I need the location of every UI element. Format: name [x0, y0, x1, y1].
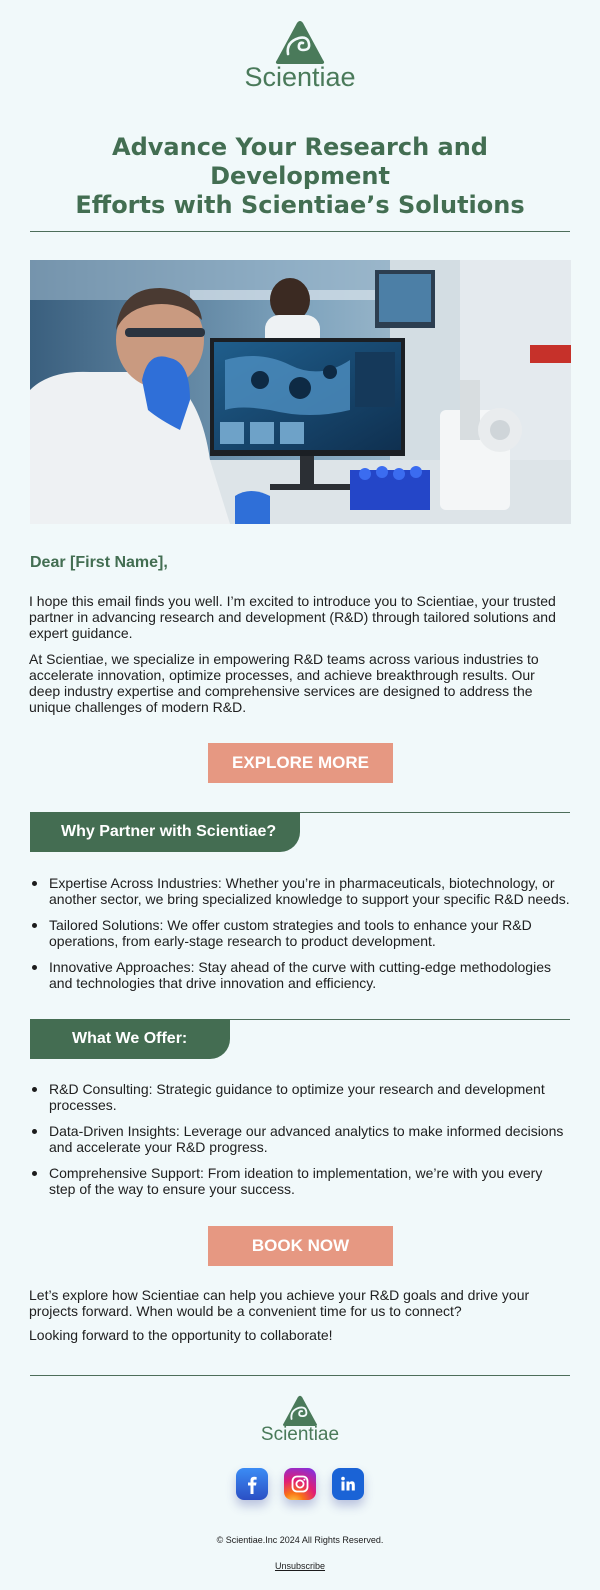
hero-image [30, 260, 571, 524]
logo-mountain-icon [278, 1395, 322, 1426]
text-line: Tailored Solutions: We offer custom strategies and tools to enhance your R&D [49, 917, 532, 933]
list-item [49, 1081, 574, 1113]
logo-mountain-icon [269, 20, 331, 64]
social-links [0, 1468, 600, 1500]
text-line: Looking forward to the opportunity to collaborate! [29, 1327, 333, 1343]
text-line: accelerate innovation, optimize processes, and achieve breakthrough results. Our [29, 667, 535, 683]
header-logo[interactable] [0, 20, 600, 93]
facebook-icon[interactable] [236, 1468, 268, 1500]
text-line: R&D Consulting: Strategic guidance to optimize your research and development [49, 1081, 545, 1097]
why-partner-heading: Why Partner with Scientiae? [30, 812, 300, 852]
text-line: Data-Driven Insights: Leverage our advanced analytics to make informed decisions [49, 1123, 564, 1139]
closing-paragraph [29, 1327, 574, 1343]
what-we-offer-heading: What We Offer: [30, 1019, 230, 1059]
instagram-glyph [290, 1474, 310, 1494]
list-item [49, 959, 574, 991]
text-line: partner in advancing research and development (R&D) through tailored solutions and [29, 609, 556, 625]
text-line: processes. [49, 1097, 117, 1113]
page-title [30, 133, 570, 220]
list-item [49, 1123, 574, 1155]
text-line: unique challenges of modern R&D. [29, 699, 247, 715]
lab-scene-illustration [30, 260, 571, 524]
text-line: step of the way to ensure your success. [49, 1181, 295, 1197]
text-line: Innovative Approaches: Stay ahead of the curve with cutting-edge methodologies [49, 959, 551, 975]
book-now-button[interactable]: BOOK NOW [208, 1226, 393, 1266]
text-line: Comprehensive Support: From ideation to implementation, we’re with you every [49, 1165, 543, 1181]
list-item [49, 1165, 574, 1197]
brand-name: Scientiae [260, 1424, 340, 1445]
text-line: another sector, we bring specialized knowledge to support your specific R&D needs. [49, 891, 570, 907]
text-line: I hope this email finds you well. I’m excited to introduce you to Scientiae, your trusted [29, 593, 556, 609]
closing-paragraph [29, 1287, 574, 1319]
text-line: operations, from early-stage research to product development. [49, 933, 436, 949]
headline-line: Efforts with Scientiae’s Solutions [75, 191, 525, 219]
text-line: Expertise Across Industries: Whether you’re in pharmaceuticals, biotechnology, or [49, 875, 555, 891]
linkedin-glyph [338, 1474, 358, 1494]
greeting: Dear [First Name], [30, 554, 168, 571]
facebook-glyph [242, 1474, 262, 1494]
footer-divider [30, 1375, 570, 1376]
copyright-text: © Scientiae.Inc 2024 All Rights Reserved. [216, 1535, 384, 1545]
divider [30, 231, 570, 232]
explore-more-button[interactable]: EXPLORE MORE [208, 743, 393, 783]
list-item [49, 875, 574, 907]
text-line: At Scientiae, we specialize in empowering R&D teams across various industries to [29, 651, 539, 667]
why-partner-list [49, 875, 574, 1001]
text-line: and technologies that drive innovation and efficiency. [49, 975, 377, 991]
headline-line: Advance Your Research and Development [112, 133, 488, 190]
text-line: projects forward. When would be a convenient time for us to connect? [29, 1303, 462, 1319]
unsubscribe-link[interactable]: Unsubscribe [274, 1561, 326, 1571]
brand-name: Scientiae [244, 62, 356, 92]
intro-paragraph [29, 651, 574, 715]
text-line: deep industry expertise and comprehensive services are designed to address the [29, 683, 533, 699]
footer-logo[interactable] [0, 1395, 600, 1446]
intro-paragraph [29, 593, 574, 641]
linkedin-icon[interactable] [332, 1468, 364, 1500]
instagram-icon[interactable] [284, 1468, 316, 1500]
text-line: Let’s explore how Scientiae can help you achieve your R&D goals and drive your [29, 1287, 530, 1303]
what-we-offer-list [49, 1081, 574, 1207]
text-line: and accelerate your R&D progress. [49, 1139, 268, 1155]
list-item [49, 917, 574, 949]
text-line: expert guidance. [29, 625, 133, 641]
